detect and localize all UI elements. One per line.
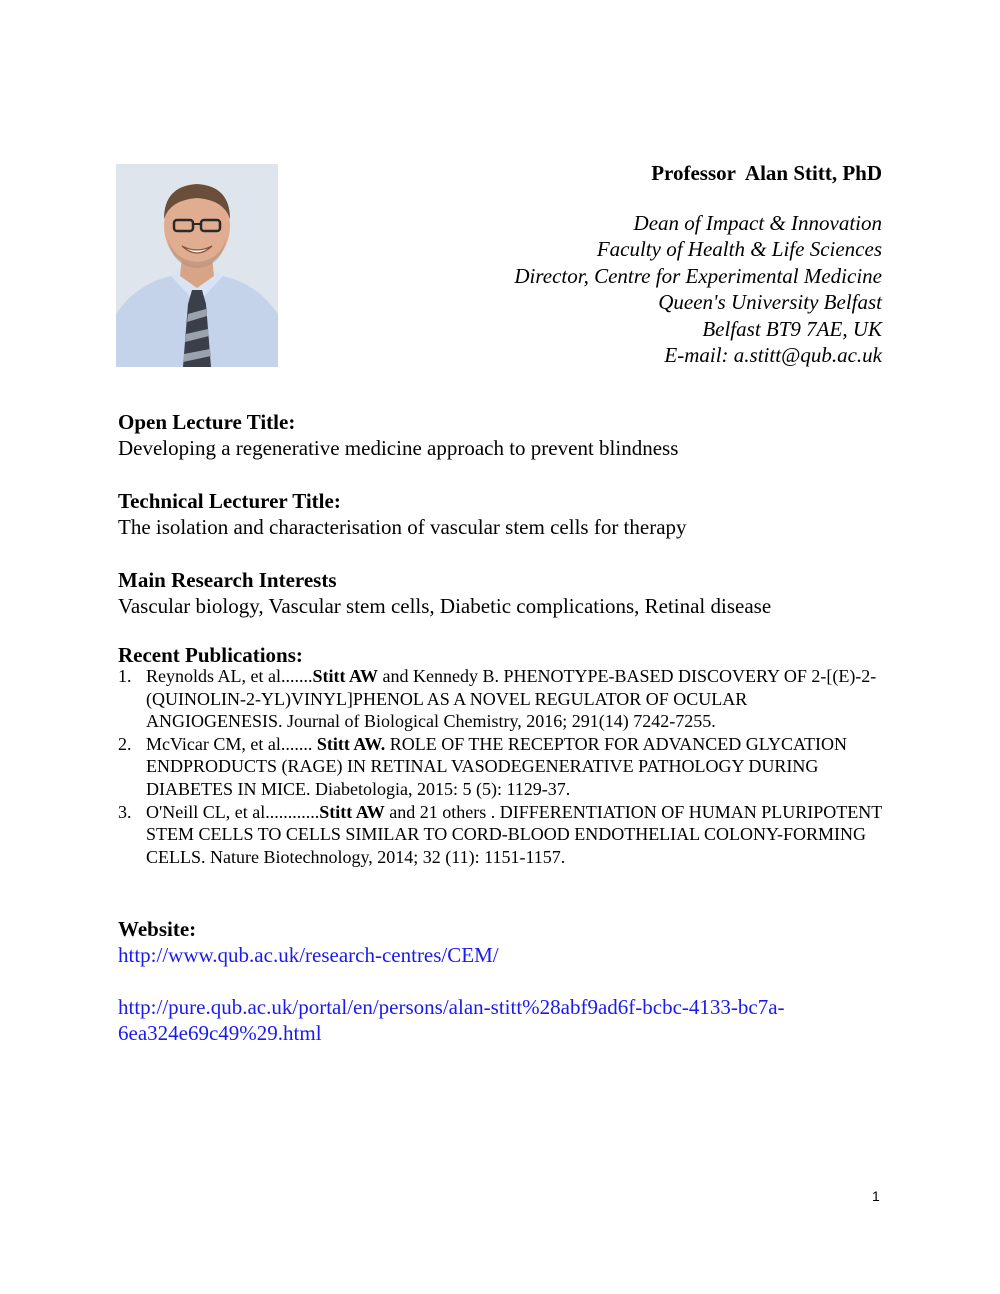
citation-details: ROLE OF THE RECEPTOR FOR ADVANCED GLYCATION ENDPRODUCTS (RAGE) IN RETINAL VASODEGENERATIVE PATHOLOGY DURING DIABETES IN MICE. Diabetologia, 2015: 5 (5): 1129-37. <box>146 733 847 799</box>
research-interests-section <box>118 567 882 619</box>
page-number: 1 <box>872 1188 880 1204</box>
address-line-title: Dean of Impact & Innovation <box>633 211 882 235</box>
list-item <box>118 665 882 733</box>
technical-lecture-section <box>118 488 882 540</box>
address-line-city: Belfast BT9 7AE, UK <box>702 316 882 341</box>
website-link-profile-line2: 6ea324e69c49%29.html <box>118 1021 322 1045</box>
website-link-profile-line1: http://pure.qub.ac.uk/portal/en/persons/alan-stitt%28abf9ad6f-bcbc-4133-bc7a- <box>118 995 785 1019</box>
citation-details: and Kennedy B. PHENOTYPE-BASED DISCOVERY OF 2-[(E)-2-(QUINOLIN-2-YL)VINYL]PHENOL AS A NOVEL REGULATOR OF OCULAR ANGIOGENESIS. Journal of Biological Chemistry, 2016; 291(14) 7242-7255. <box>146 666 877 732</box>
citation-authors: O'Neill CL, et al............ <box>146 801 320 822</box>
website-link-profile[interactable] <box>118 994 882 1046</box>
citation-details: and 21 others . DIFFERENTIATION OF HUMAN PLURIPOTENT STEM CELLS TO CELLS SIMILAR TO CORD-BLOOD ENDOTHELIAL COLONY-FORMING CELLS. Nature Biotechnology, 2014; 32 (11): 1151-1157. <box>146 801 882 867</box>
research-interests-heading: Main Research Interests <box>118 568 337 592</box>
list-item-text <box>146 665 882 733</box>
address-line-director: Director, Centre for Experimental Medicine <box>514 263 882 288</box>
list-item-number: 3. <box>118 801 132 822</box>
open-lecture-heading: Open Lecture Title: <box>118 410 296 434</box>
technical-lecture-heading: Technical Lecturer Title: <box>118 489 341 513</box>
list-item-number: 1. <box>118 666 132 686</box>
address-line-university: Queen's University Belfast <box>658 290 882 315</box>
publications-list <box>118 665 882 868</box>
research-interests-text: Vascular biology, Vascular stem cells, Diabetic complications, Retinal disease <box>118 594 772 618</box>
website-link-cem[interactable]: http://www.qub.ac.uk/research-centres/CEM/ <box>118 943 499 967</box>
contact-header <box>322 158 882 368</box>
list-item-text <box>146 733 882 801</box>
profile-photo <box>116 164 278 367</box>
open-lecture-text: Developing a regenerative medicine approach to prevent blindness <box>118 436 679 460</box>
list-item <box>118 801 882 869</box>
technical-lecture-text: The isolation and characterisation of vascular stem cells for therapy <box>118 515 687 539</box>
website-heading: Website: <box>118 917 197 941</box>
citation-highlight-author: Stitt AW. <box>316 733 386 754</box>
citation-authors: Reynolds AL, et al....... <box>146 666 313 686</box>
address-line-email: E-mail: a.stitt@qub.ac.uk <box>664 343 882 368</box>
list-item-text <box>146 801 882 869</box>
citation-highlight-author: Stitt AW <box>319 801 385 822</box>
portrait-image <box>116 164 278 367</box>
citation-authors: McVicar CM, et al....... <box>146 733 317 754</box>
publications-heading: Recent Publications: <box>118 643 303 667</box>
website-section <box>118 916 882 1046</box>
list-item-number: 2. <box>118 733 132 754</box>
open-lecture-section <box>118 409 882 461</box>
address-line-faculty: Faculty of Health & Life Sciences <box>596 237 882 262</box>
citation-highlight-author: Stitt AW <box>312 666 378 686</box>
person-name: Professor Alan Stitt, PhD <box>651 161 882 185</box>
list-item <box>118 733 882 801</box>
